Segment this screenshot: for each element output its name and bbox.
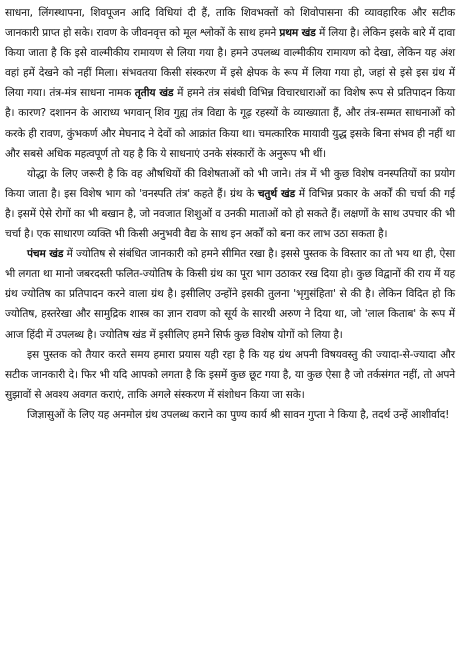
paragraph-text: साधना, लिंगस्थापना, शिवपूजन आदि विधियां दी हैं, ताकि शिवभक्तों को शिवोपासना की व्यावहारिक और सटीक जानकारी प्राप्त हो सके। रावण के जीवनवृत्त को मूल श्लोकों के साथ हमने [5, 7, 455, 40]
paragraph-1 [5, 3, 455, 164]
bold-heading-text: चतुर्थ खंड [257, 187, 296, 200]
paragraph-text: जिज्ञासुओं के लिए यह अनमोल ग्रंथ उपलब्ध कराने का पुण्य कार्य श्री सावन गुप्ता ने किया है, तदर्थ उन्हें आशीर्वाद! [27, 408, 450, 421]
bold-heading-text: पंचम खंड [27, 248, 64, 261]
bold-heading-text: प्रथम खंड [279, 27, 316, 40]
bold-heading-text: तृतीय खंड [134, 87, 174, 100]
paragraph-text: में हमने तंत्र संबंधी विभिन्न विचारधाराओं का विशेष रूप से प्रतिपादन किया है। कारण? दशानन के आराध्य भगवान् शिव गुह्य तंत्र विद्या के गूढ़ रहस्यों के व्याख्याता हैं, और तंत्र-सम्मत साधनाओं को करके ही रावण, कुंभकर्ण और मेघनाद ने देवों को आक्रांत किया था। चमत्कारिक मायावी युद्ध इसके बिना संभव ही नहीं था और सबसे अधिक महत्वपूर्ण तो यह है कि ये साधनाएं उनके संस्कारों के अनुरूप भी थीं। [5, 87, 456, 160]
paragraph-4 [5, 345, 455, 405]
paragraph-text: इस पुस्तक को तैयार करते समय हमारा प्रयास यही रहा है कि यह ग्रंथ अपनी विषयवस्तु की ज्यादा-से-ज्यादा और सटीक जानकारी दे। फिर भी यदि आपको लगता है कि इसमें कुछ छूट गया है, या कुछ ऐसा है जो तर्कसंगत नहीं, तो अपने सुझावों से अवश्य अवगत कराएं, ताकि अगले संस्करण में संशोधन किया जा सके। [5, 348, 455, 401]
paragraph-3 [5, 244, 455, 344]
paragraph-text: में विभिन्न प्रकार के अर्कों की चर्चा की गई है। इसमें ऐसे रोगों का भी बखान है, जो नवजात शिशुओं व उनकी माताओं को हो सकते हैं। लक्षणों के साथ उपचार की भी चर्चा है। एक साधारण व्यक्ति भी किसी अनुभवी वैद्य के साथ इन अर्कों को बना कर लाभ उठा सकता है। [5, 187, 455, 241]
paragraph-text: में लिया है। लेकिन इसके बारे में दावा किया जाता है कि इसे वाल्मीकीय रामायण से लिया गया है। हमने उपलब्ध वाल्मीकीय रामायण को देखा, लेकिन यह अंश वहां हमें देखने को नहीं मिला। संभवतया किसी संस्करण में इसे क्षेपक के रूप में लिया गया हो, जहां से इसे इस ग्रंथ में लिया गया। तंत्र-मंत्र साधना नामक [5, 27, 455, 100]
paragraph-5 [5, 405, 455, 425]
paragraph-text: में ज्योतिष से संबंधित जानकारी को हमने सीमित रखा है। इससे पुस्तक के विस्तार का तो भय था ही, ऐसा भी लगता था मानो जबरदस्ती फलित-ज्योतिष के किसी ग्रंथ का पूरा भाग उठाकर रख दिया हो। कुछ विद्वानों की राय में यह ग्रंथ ज्योतिष का प्रतिपादन करने वाला ग्रंथ है। इसीलिए उन्होंने इसकी तुलना 'भृगुसंहिता' से की है। लेकिन विदित हो कि ज्योतिष, हस्तरेखा और सामुद्रिक शास्त्र का ज्ञान रावण को सूर्य के सारथी अरुण ने दिया था, जो 'लाल किताब' के रूप में आज हिंदी में उपलब्ध है। ज्योतिष खंड में इसीलिए हमने सिर्फ कुछ विशेष योगों को लिया है। [5, 248, 456, 341]
paragraph-text: योद्धा के लिए जरूरी है कि वह औषधियों की विशेषताओं को भी जाने। तंत्र में भी कुछ विशेष वनस्पतियों का प्रयोग किया जाता है। इस विशेष भाग को 'वनस्पति तंत्र' कहते हैं। ग्रंथ के [5, 167, 455, 200]
paragraph-2 [5, 164, 455, 244]
